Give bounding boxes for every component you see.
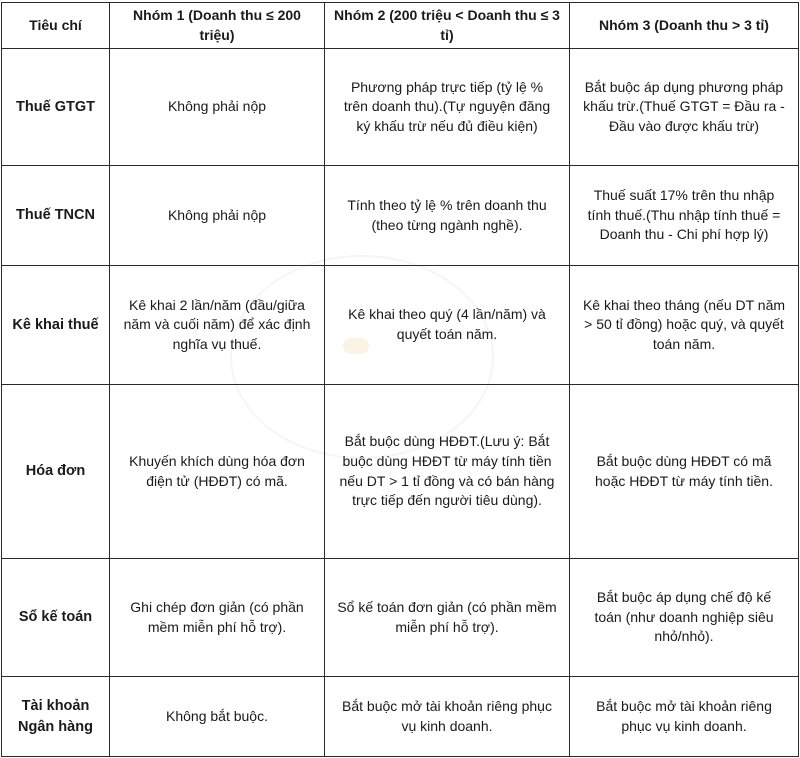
cell-group-2: Bắt buộc mở tài khoản riêng phục vụ kinh doanh.: [325, 677, 570, 757]
cell-group-3: Bắt buộc áp dụng phương pháp khấu trừ.(Thuế GTGT = Đầu ra - Đầu vào được khấu trừ): [570, 49, 799, 166]
header-group-1: Nhóm 1 (Doanh thu ≤ 200 triệu): [110, 3, 325, 49]
cell-group-2: Sổ kế toán đơn giản (có phần mềm miễn phí hỗ trợ).: [325, 559, 570, 677]
row-criterion: Hóa đơn: [2, 385, 110, 559]
table-row: [2, 677, 799, 757]
tax-comparison-table: [1, 2, 799, 757]
cell-group-2: Kê khai theo quý (4 lần/năm) và quyết toán năm.: [325, 266, 570, 385]
row-criterion: Kê khai thuế: [2, 266, 110, 385]
cell-group-2: Bắt buộc dùng HĐĐT.(Lưu ý: Bắt buộc dùng HĐĐT từ máy tính tiền nếu DT > 1 tỉ đồng và có bán hàng trực tiếp đến người tiêu dùng).: [325, 385, 570, 559]
header-group-2: Nhóm 2 (200 triệu < Doanh thu ≤ 3 tỉ): [325, 3, 570, 49]
cell-group-1: Khuyến khích dùng hóa đơn điện tử (HĐĐT) có mã.: [110, 385, 325, 559]
row-criterion: Thuế GTGT: [2, 49, 110, 166]
row-criterion: Sổ kế toán: [2, 559, 110, 677]
cell-group-2: Phương pháp trực tiếp (tỷ lệ % trên doanh thu).(Tự nguyện đăng ký khấu trừ nếu đủ điều kiện): [325, 49, 570, 166]
cell-group-1: Kê khai 2 lần/năm (đầu/giữa năm và cuối năm) để xác định nghĩa vụ thuế.: [110, 266, 325, 385]
cell-group-1: Không bắt buộc.: [110, 677, 325, 757]
cell-group-2: Tính theo tỷ lệ % trên doanh thu (theo từng ngành nghề).: [325, 166, 570, 266]
cell-group-3: Bắt buộc áp dụng chế độ kế toán (như doanh nghiệp siêu nhỏ/nhỏ).: [570, 559, 799, 677]
cell-group-3: Bắt buộc mở tài khoản riêng phục vụ kinh doanh.: [570, 677, 799, 757]
cell-group-3: Kê khai theo tháng (nếu DT năm > 50 tỉ đồng) hoặc quý, và quyết toán năm.: [570, 266, 799, 385]
cell-group-1: Không phải nộp: [110, 49, 325, 166]
row-criterion: Tài khoản Ngân hàng: [2, 677, 110, 757]
table-row: [2, 385, 799, 559]
header-group-3: Nhóm 3 (Doanh thu > 3 tỉ): [570, 3, 799, 49]
cell-group-3: Bắt buộc dùng HĐĐT có mã hoặc HĐĐT từ máy tính tiền.: [570, 385, 799, 559]
table-row: [2, 266, 799, 385]
row-criterion: Thuế TNCN: [2, 166, 110, 266]
header-row: [2, 3, 799, 49]
table-row: [2, 49, 799, 166]
cell-group-1: Không phải nộp: [110, 166, 325, 266]
cell-group-1: Ghi chép đơn giản (có phần mềm miễn phí hỗ trợ).: [110, 559, 325, 677]
cell-group-3: Thuế suất 17% trên thu nhập tính thuế.(Thu nhập tính thuế = Doanh thu - Chi phí hợp lý): [570, 166, 799, 266]
table-row: [2, 166, 799, 266]
header-criterion: Tiêu chí: [2, 3, 110, 49]
table-row: [2, 559, 799, 677]
